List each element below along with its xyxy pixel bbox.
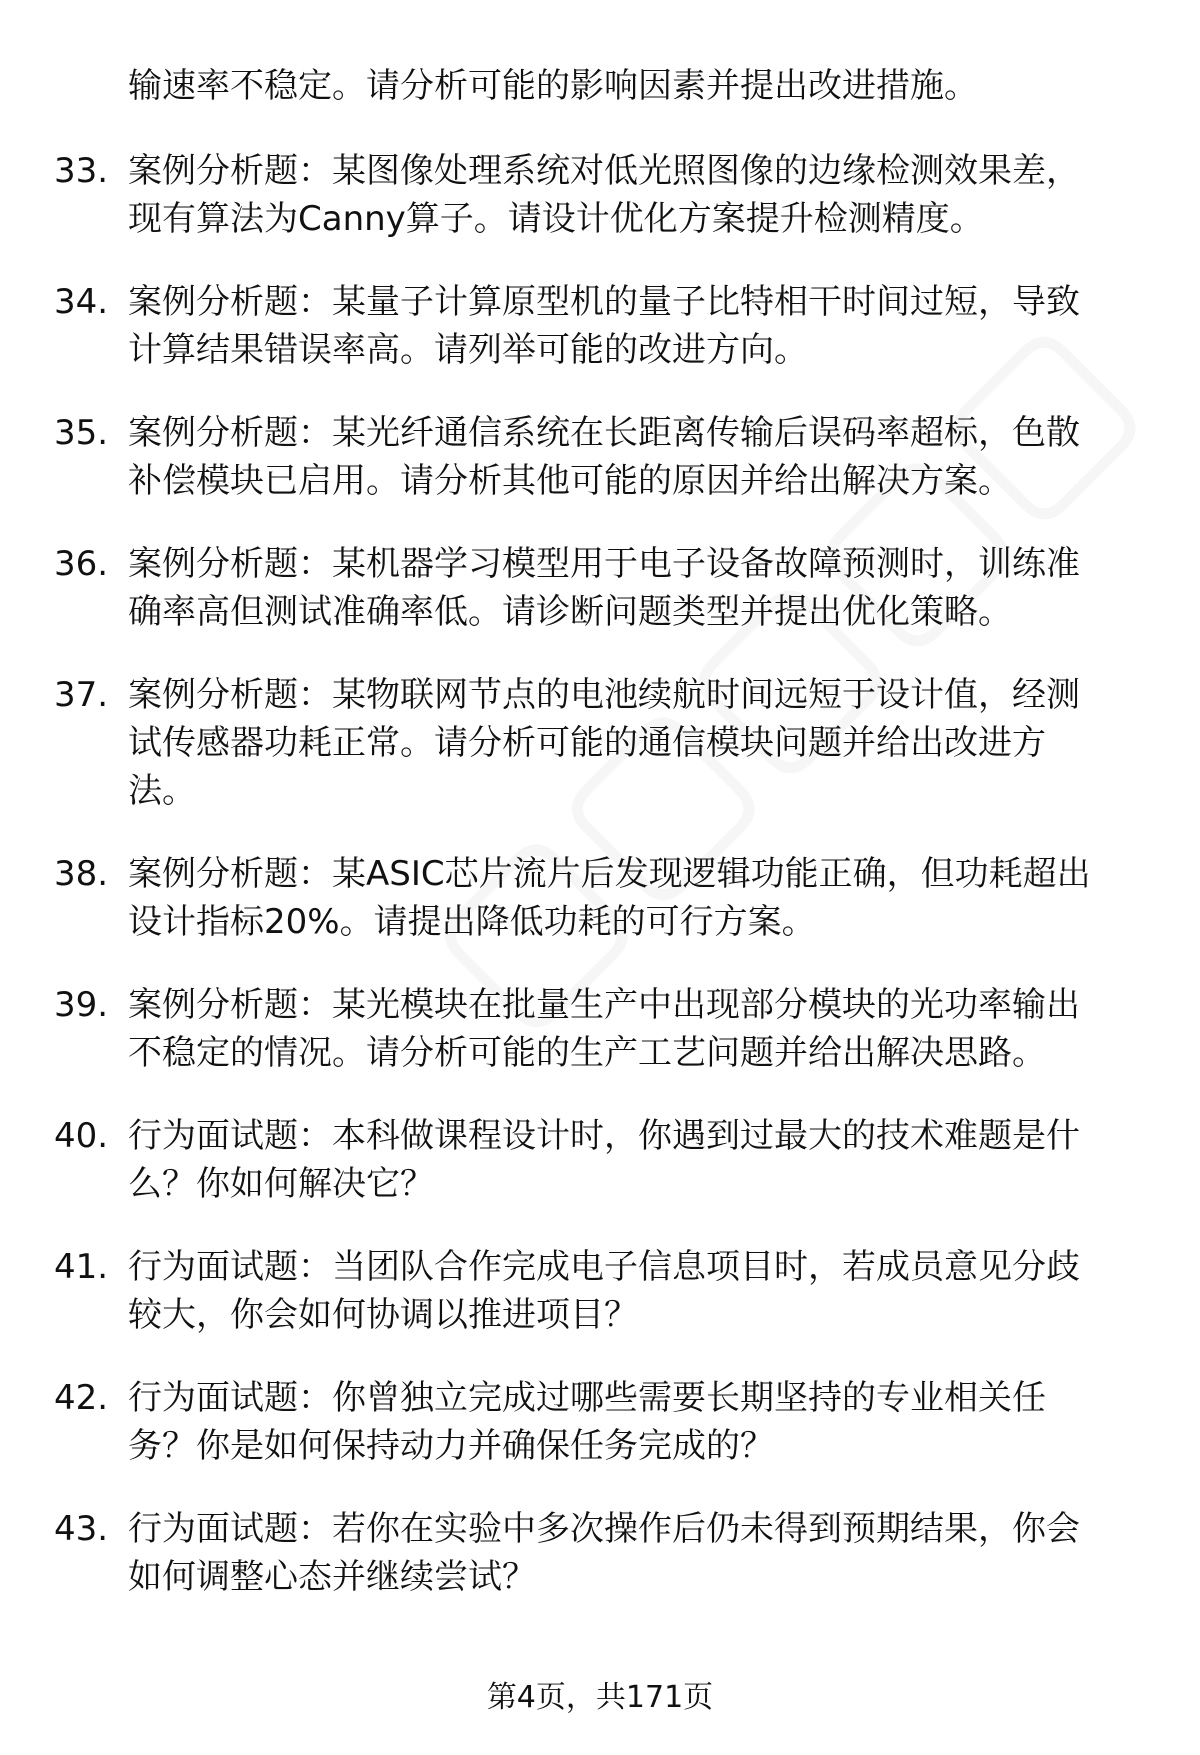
question-list — [0, 147, 1200, 1636]
list-item — [0, 147, 1200, 243]
item-line: 较大，你会如何协调以推进项目？ — [128, 1295, 638, 1335]
item-text — [128, 147, 1200, 243]
item-text — [128, 1243, 1200, 1339]
item-line: 法。 — [128, 771, 196, 811]
item-line: 确率高但测试准确率低。请诊断问题类型并提出优化策略。 — [128, 592, 1012, 632]
item-text — [128, 1374, 1200, 1470]
list-item — [0, 1505, 1200, 1601]
item-line: 行为面试题：若你在实验中多次操作后仍未得到预期结果，你会 — [128, 1509, 1080, 1549]
item-number: 33. — [54, 151, 109, 191]
item-number: 39. — [54, 985, 109, 1025]
item-text — [128, 1505, 1200, 1601]
item-line: 案例分析题：某机器学习模型用于电子设备故障预测时，训练准 — [128, 544, 1080, 584]
item-line: 补偿模块已启用。请分析其他可能的原因并给出解决方案。 — [128, 461, 1012, 501]
item-number: 40. — [54, 1116, 109, 1156]
continuation-text: 输速率不稳定。请分析可能的影响因素并提出改进措施。 — [128, 66, 978, 106]
list-item — [0, 1243, 1200, 1339]
list-item — [0, 671, 1200, 815]
item-number: 36. — [54, 544, 109, 584]
item-line: 案例分析题：某量子计算原型机的量子比特相干时间过短，导致 — [128, 282, 1080, 322]
item-line: 务？你是如何保持动力并确保任务完成的？ — [128, 1426, 774, 1466]
item-text — [128, 981, 1200, 1077]
item-text — [128, 540, 1200, 636]
list-item — [0, 1374, 1200, 1470]
item-number: 35. — [54, 413, 109, 453]
list-item — [0, 850, 1200, 946]
item-line: 案例分析题：某ASIC芯片流片后发现逻辑功能正确，但功耗超出 — [128, 854, 1091, 894]
item-line: 行为面试题：本科做课程设计时，你遇到过最大的技术难题是什 — [128, 1116, 1080, 1156]
item-line: 试传感器功耗正常。请分析可能的通信模块问题并给出改进方 — [128, 723, 1046, 763]
item-number: 41. — [54, 1247, 109, 1287]
item-text — [128, 278, 1200, 374]
item-line: 案例分析题：某图像处理系统对低光照图像的边缘检测效果差， — [128, 151, 1080, 191]
list-item — [0, 278, 1200, 374]
list-item — [0, 540, 1200, 636]
item-text — [128, 850, 1200, 946]
item-line: 案例分析题：某光模块在批量生产中出现部分模块的光功率输出 — [128, 985, 1080, 1025]
list-item — [0, 409, 1200, 505]
item-line: 行为面试题：当团队合作完成电子信息项目时，若成员意见分歧 — [128, 1247, 1080, 1287]
item-number: 42. — [54, 1378, 109, 1418]
item-number: 38. — [54, 854, 109, 894]
item-line: 现有算法为Canny算子。请设计优化方案提升检测精度。 — [128, 199, 984, 239]
item-line: 计算结果错误率高。请列举可能的改进方向。 — [128, 330, 808, 370]
item-line: 案例分析题：某物联网节点的电池续航时间远短于设计值，经测 — [128, 675, 1080, 715]
page-footer: 第4页，共171页 — [486, 1680, 714, 1715]
item-text — [128, 671, 1200, 815]
item-number: 34. — [54, 282, 109, 322]
item-line: 不稳定的情况。请分析可能的生产工艺问题并给出解决思路。 — [128, 1033, 1046, 1073]
item-number: 37. — [54, 675, 109, 715]
item-line: 案例分析题：某光纤通信系统在长距离传输后误码率超标，色散 — [128, 413, 1080, 453]
item-line: 设计指标20%。请提出降低功耗的可行方案。 — [128, 902, 816, 942]
item-number: 43. — [54, 1509, 109, 1549]
item-line: 如何调整心态并继续尝试？ — [128, 1557, 536, 1597]
item-text — [128, 1112, 1200, 1208]
item-line: 么？你如何解决它？ — [128, 1164, 434, 1204]
list-item — [0, 981, 1200, 1077]
list-item — [0, 1112, 1200, 1208]
item-line: 行为面试题：你曾独立完成过哪些需要长期坚持的专业相关任 — [128, 1378, 1046, 1418]
item-text — [128, 409, 1200, 505]
